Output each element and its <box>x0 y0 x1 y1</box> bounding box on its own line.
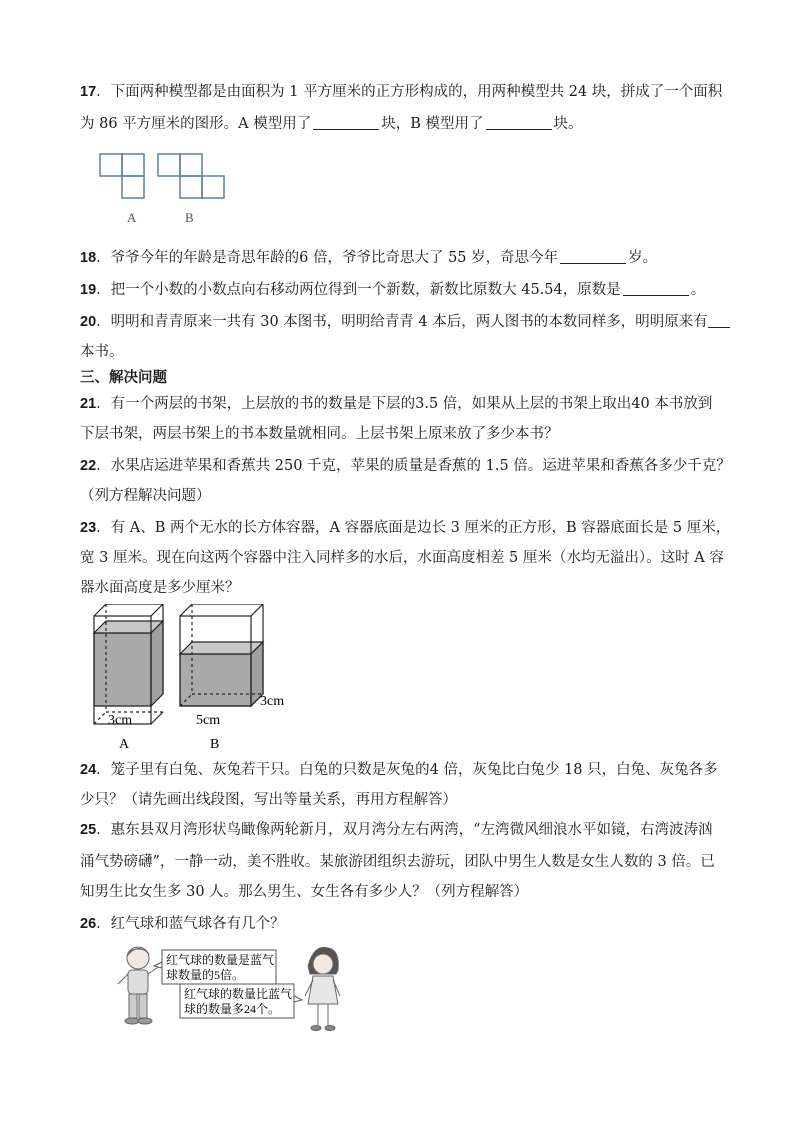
container-a-edge <box>151 712 163 724</box>
q18-text-end: 岁。 <box>628 250 658 266</box>
container-a-width-label: 3cm <box>108 713 133 728</box>
bubble-girl-line-1: 红气球的数量比蓝气 <box>184 987 293 1001</box>
bubble-girl-line-2: 球的数量多24个。 <box>184 1002 281 1016</box>
q20-answer-blank[interactable] <box>708 312 730 328</box>
model-a-square <box>122 176 144 198</box>
container-b-water-front <box>180 654 251 706</box>
q19-text: ．把一个小数的小数点向右移动两位得到一个新数，新数比原数大 45.54，原数是 <box>96 282 621 298</box>
q21-number: 21 <box>80 396 97 412</box>
q18-line <box>80 248 720 268</box>
model-b-square <box>180 176 202 198</box>
q22-line-2: （列方程解决问题） <box>80 488 211 504</box>
container-b-label: B <box>210 737 220 752</box>
q20-number: 20 <box>80 314 97 330</box>
q23-text: ．有 A、B 两个无水的长方体容器，A 容器底面是边长 3 厘米的正方形，B 容器底面长是 5 厘米， <box>96 520 731 536</box>
q17-answer-blank-b[interactable] <box>486 114 552 130</box>
q17-number: 17 <box>80 84 97 100</box>
speech-bubble-tail <box>294 996 302 1002</box>
q20-line-1 <box>80 312 720 332</box>
q21-text: ．有一个两层的书架，上层放的书的数量是下层的3.5 倍，如果从上层的书架上取出40 本书放到 <box>96 396 713 412</box>
bubble-boy-line-1: 红气球的数量是蓝气 <box>166 953 275 967</box>
model-a-square <box>100 154 122 176</box>
q17-text: ．下面两种模型都是由面积为 1 平方厘米的正方形构成的，用两种模型共 24 块，拼成了一个面积 <box>96 84 723 100</box>
section-heading: 三、解决问题 <box>80 370 167 386</box>
q18-answer-blank[interactable] <box>560 248 626 264</box>
model-b-square <box>202 176 224 198</box>
q20-text: ．明明和青青原来一共有 30 本图书，明明给青青 4 本后，两人图书的本数同样多，明明原来有 <box>96 314 708 330</box>
q24-text: ．笼子里有白兔、灰兔若干只。白兔的只数是灰兔的4 倍，灰兔比白兔少 18 只，白兔、灰兔各多 <box>96 762 718 778</box>
bubble-boy-line-2: 球数量的5倍。 <box>166 968 245 982</box>
q25-line-1 <box>80 820 720 840</box>
model-a-label: A <box>127 210 137 225</box>
container-a-water-front <box>94 633 151 706</box>
q19-answer-blank[interactable] <box>623 280 689 296</box>
q21-line-1 <box>80 394 720 414</box>
q17-text-part2: 块，B 模型用了 <box>381 116 484 132</box>
q22-number: 22 <box>80 458 97 474</box>
speech-bubble-tail <box>154 962 162 968</box>
container-b-width-label: 5cm <box>196 713 221 728</box>
q17-line-1 <box>80 82 723 102</box>
q23-line-1 <box>80 518 731 538</box>
model-a-square <box>122 154 144 176</box>
girl-figure <box>305 947 340 1030</box>
container-b-edge <box>180 604 192 616</box>
boy-figure <box>118 947 160 1024</box>
q23-containers-figure <box>88 604 308 754</box>
model-b-label: B <box>185 210 194 225</box>
container-a-hidden-edge <box>94 712 106 724</box>
container-a-water-side <box>151 621 163 706</box>
q25-line-2: 涌气势磅礴”，一静一动，美不胜收。某旅游团组织去游玩，团队中男生人数是女生人数的 3 倍。已 <box>80 854 715 870</box>
q21-line-2: 下层书架，两层书架上的书本数量就相同。上层书架上原来放了多少本书？ <box>80 426 559 442</box>
q25-line-3: 知男生比女生多 30 人。那么男生、女生各有多少人？（列方程解答） <box>80 884 529 900</box>
container-a-edge <box>94 604 106 616</box>
q19-line <box>80 280 720 300</box>
q17-line-2 <box>80 114 720 134</box>
q20-line-2: 本书。 <box>80 344 124 360</box>
q18-text: ．爷爷今年的年龄是奇思年龄的6 倍，爷爷比奇思大了 55 岁，奇思今年 <box>96 250 559 266</box>
q24-line-1 <box>80 760 720 780</box>
q19-number: 19 <box>80 282 97 298</box>
q17-text-part3: 块。 <box>553 116 583 132</box>
q26-number: 26 <box>80 916 97 932</box>
q17-models-figure <box>96 150 236 228</box>
q22-line-1 <box>80 456 731 476</box>
container-b-depth-label: 3cm <box>260 694 285 709</box>
q24-number: 24 <box>80 762 97 778</box>
q22-text: ．水果店运进苹果和香蕉共 250 千克，苹果的质量是香蕉的 1.5 倍。运进苹果和香蕉各多少千克？ <box>96 458 731 474</box>
model-b-square <box>180 154 202 176</box>
container-a-edge <box>151 604 163 616</box>
q18-number: 18 <box>80 250 97 266</box>
q25-number: 25 <box>80 822 97 838</box>
q17-text-part1: 为 86 平方厘米的图形。A 模型用了 <box>80 116 312 132</box>
q23-number: 23 <box>80 520 97 536</box>
q26-text: ．红气球和蓝气球各有几个？ <box>96 916 285 932</box>
q26-illustration <box>116 944 346 1036</box>
q19-text-end: 。 <box>690 282 706 298</box>
model-b-square <box>158 154 180 176</box>
q24-line-2: 少只？（请先画出线段图，写出等量关系，再用方程解答） <box>80 792 457 808</box>
container-b-edge <box>251 604 263 616</box>
q17-answer-blank-a[interactable] <box>313 114 379 130</box>
container-a-label: A <box>119 737 130 752</box>
q23-line-2: 宽 3 厘米。现在向这两个容器中注入同样多的水后，水面高度相差 5 厘米（水均无溢出）。这时 A 容 <box>80 550 724 566</box>
q25-text: ．惠东县双月湾形状鸟瞰像两轮新月，双月湾分左右两湾，“左湾微风细浪水平如镜，右湾波涛汹 <box>96 822 713 838</box>
q23-line-3: 器水面高度是多少厘米？ <box>80 580 240 596</box>
q26-line <box>80 914 720 934</box>
